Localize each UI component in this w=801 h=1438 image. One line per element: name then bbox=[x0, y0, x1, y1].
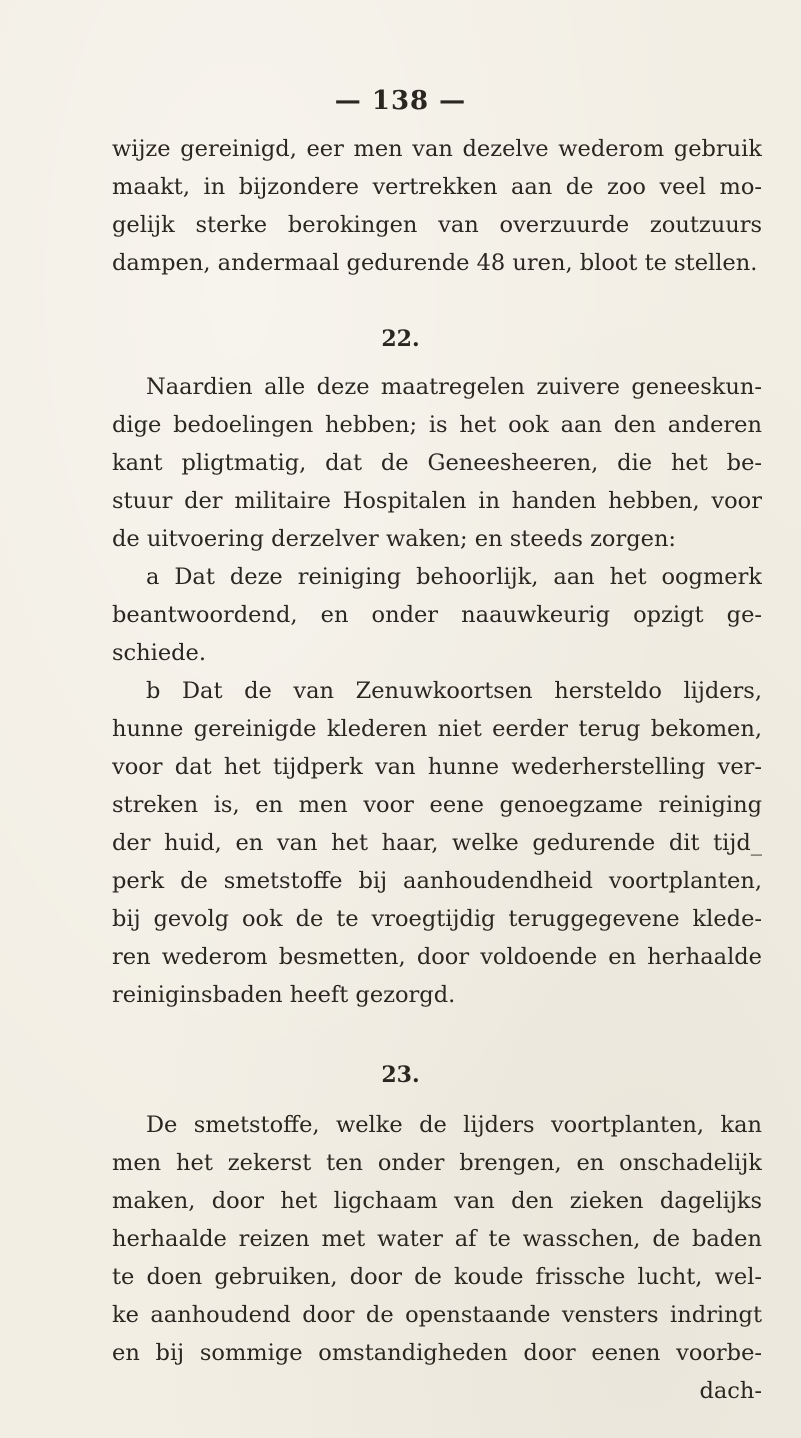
text-line: herhaalde reizen met water af te wasschen, de baden bbox=[112, 1226, 762, 1252]
section-23-text bbox=[112, 1106, 762, 1410]
catchword: dach- bbox=[699, 1378, 762, 1404]
text-line: reiniginsbaden heeft gezorgd. bbox=[112, 982, 456, 1008]
text-line: streken is, en men voor eene genoegzame reiniging bbox=[112, 792, 762, 818]
text-line: b Dat de van Zenuwkoortsen hersteldo lijders, bbox=[146, 678, 762, 704]
text-line: dampen, andermaal gedurende 48 uren, bloot te stellen. bbox=[112, 250, 758, 276]
text-line: perk de smetstoffe bij aanhoudendheid voortplanten, bbox=[112, 868, 762, 894]
text-line: stuur der militaire Hospitalen in handen hebben, voor bbox=[112, 488, 762, 514]
paragraph-continued bbox=[112, 130, 762, 282]
text-line: kant pligtmatig, dat de Geneesheeren, die het be- bbox=[112, 450, 762, 476]
section-number-23: 23. bbox=[381, 1062, 420, 1088]
section-number-22: 22. bbox=[381, 326, 420, 352]
page-number: — 138 — bbox=[334, 86, 467, 116]
text-line: De smetstoffe, welke de lijders voortplanten, kan bbox=[146, 1112, 762, 1138]
text-line: hunne gereinigde klederen niet eerder terug bekomen, bbox=[112, 716, 762, 742]
text-line: maken, door het ligchaam van den zieken dagelijks bbox=[112, 1188, 762, 1214]
text-line: en bij sommige omstandigheden door eenen voorbe- bbox=[112, 1340, 762, 1366]
text-line: gelijk sterke berokingen van overzuurde zoutzuurs bbox=[112, 212, 762, 238]
text-line: voor dat het tijdperk van hunne wederherstelling ver- bbox=[112, 754, 762, 780]
text-line: ke aanhoudend door de openstaande vensters indringt bbox=[112, 1302, 762, 1328]
text-line: te doen gebruiken, door de koude frissche lucht, wel- bbox=[112, 1264, 762, 1290]
text-line: dige bedoelingen hebben; is het ook aan den anderen bbox=[112, 412, 762, 438]
text-line: Naardien alle deze maatregelen zuivere geneeskun- bbox=[146, 374, 762, 400]
text-line: a Dat deze reiniging behoorlijk, aan het oogmerk bbox=[146, 564, 762, 590]
text-line: ren wederom besmetten, door voldoende en herhaalde bbox=[112, 944, 762, 970]
text-line: men het zekerst ten onder brengen, en onschadelijk bbox=[112, 1150, 762, 1176]
section-22-text bbox=[112, 368, 762, 1014]
text-line: wijze gereinigd, eer men van dezelve wederom gebruik bbox=[112, 136, 762, 162]
text-line: bij gevolg ook de te vroegtijdig teruggegevene klede- bbox=[112, 906, 762, 932]
text-line: der huid, en van het haar, welke gedurende dit tijd_ bbox=[112, 830, 762, 856]
text-line: beantwoordend, en onder naauwkeurig opzigt ge- bbox=[112, 602, 762, 628]
text-line: de uitvoering derzelver waken; en steeds zorgen: bbox=[112, 526, 677, 552]
text-line: maakt, in bijzondere vertrekken aan de zoo veel mo- bbox=[112, 174, 762, 200]
text-line: schiede. bbox=[112, 640, 207, 666]
